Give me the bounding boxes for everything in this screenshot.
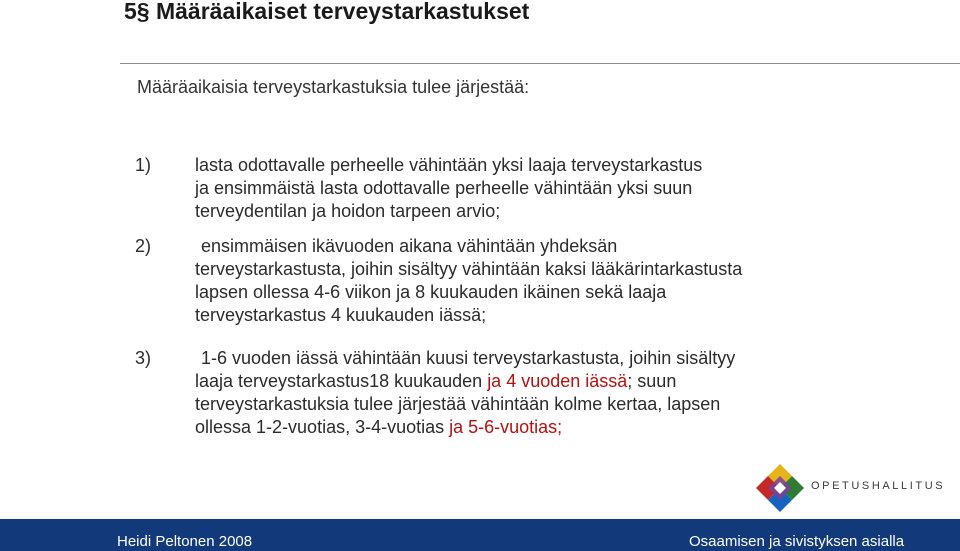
line-text: ; suun (627, 371, 677, 391)
footer-slogan: Osaamisen ja sivistyksen asialla (689, 533, 905, 550)
intro-text: Määräaikaisia terveystarkastuksia tulee järjestää: (137, 77, 530, 97)
highlighted-text: ja 5-6-vuotias; (449, 417, 563, 437)
item-line: 1-6 vuoden iässä vähintään kuusi terveystarkastusta, joihin sisältyy (201, 348, 736, 368)
item-line (195, 371, 676, 392)
item-number: 2) (135, 236, 152, 256)
title-divider (120, 63, 960, 64)
opetushallitus-logo-icon (754, 462, 806, 514)
line-text: laaja terveystarkastus18 kuukauden (195, 371, 488, 391)
item-line: ja ensimmäistä lasta odottavalle perheelle vähintään yksi suun (195, 178, 693, 198)
slide-title: 5§ Määräaikaiset terveystarkastukset (124, 0, 530, 24)
item-number: 3) (135, 348, 152, 368)
footer-author: Heidi Peltonen 2008 (117, 533, 253, 550)
item-line: lasta odottavalle perheelle vähintään yksi laaja terveystarkastus (195, 155, 703, 175)
item-line: terveystarkastuksia tulee järjestää vähintään kolme kertaa, lapsen (195, 394, 721, 414)
highlighted-text: ja 4 vuoden iässä (487, 371, 628, 391)
item-line (195, 417, 562, 438)
item-line: terveydentilan ja hoidon tarpeen arvio; (195, 201, 501, 221)
line-text: ollessa 1-2-vuotias, 3-4-vuotias (195, 417, 450, 437)
item-line: terveystarkastus 4 kuukauden iässä; (195, 305, 487, 325)
item-line: ensimmäisen ikävuoden aikana vähintään yhdeksän (201, 236, 618, 256)
item-number: 1) (135, 155, 152, 175)
item-line: lapsen ollessa 4-6 viikon ja 8 kuukauden ikäinen sekä laaja (195, 282, 667, 302)
item-line: terveystarkastusta, joihin sisältyy vähintään kaksi lääkärintarkastusta (195, 259, 743, 279)
logo-text: OPETUSHALLITUS (811, 480, 946, 492)
